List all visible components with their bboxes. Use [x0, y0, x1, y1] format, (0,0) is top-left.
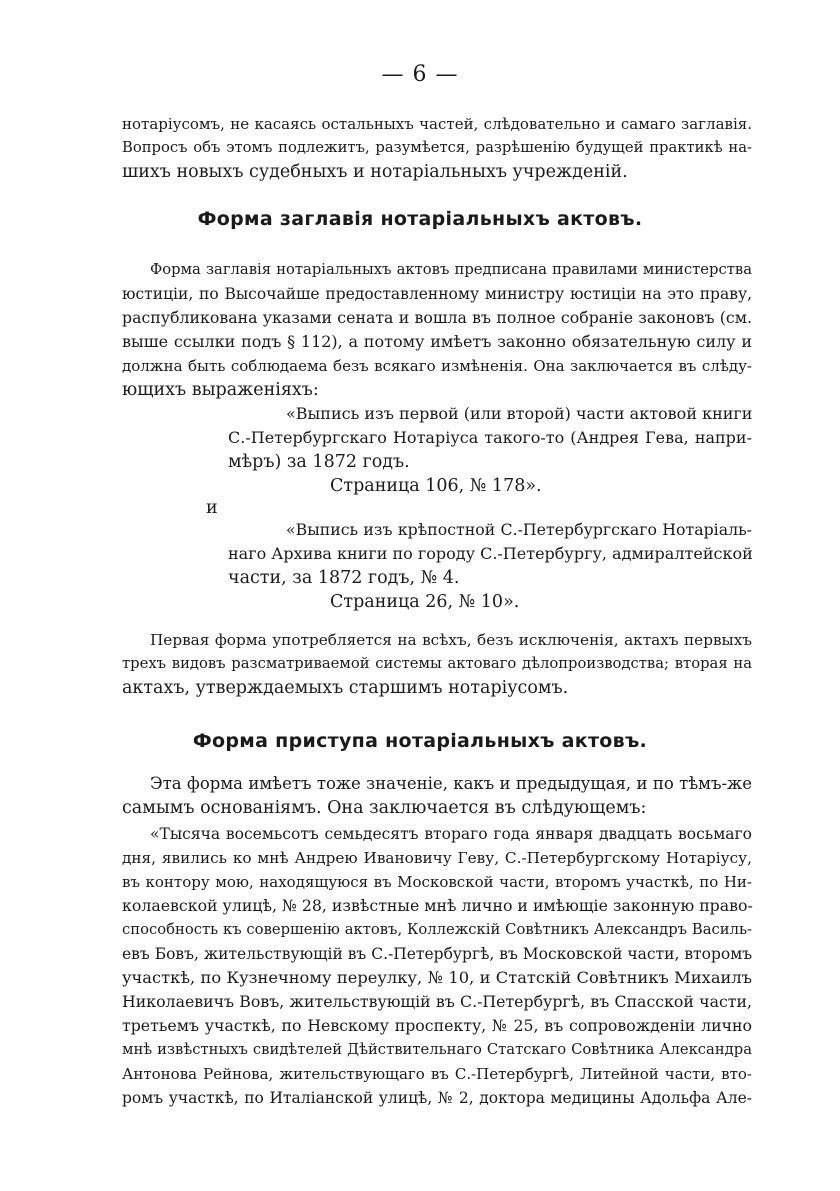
quote-line: «Выпись изъ крѣпостной С.-Петербургскаго Нотаріаль-	[286, 520, 752, 539]
quote-line: дня, явились ко мнѣ Андрею Ивановичу Геву, С.-Петербургскому Нотаріусу,	[122, 849, 752, 867]
text-line: трехъ видовъ разсматриваемой системы актоваго дѣлопроизводства; вторая на	[122, 655, 752, 672]
quote-line: участкѣ, по Кузнечному переулку, № 10, и Статскій Совѣтникъ Михаилъ	[122, 968, 752, 987]
text-line: Эта форма имѣетъ тоже значеніе, какъ и предыдущая, и по тѣмъ-же	[150, 774, 752, 793]
page-reference: Страница 26, № 10».	[330, 592, 520, 612]
quote-line: способность къ совершенію актовъ, Коллежскій Совѣтникъ Александръ Василь-	[122, 921, 752, 938]
quote-line: въ контору мою, находящуюся въ Московской части, второмъ участкѣ, по Ни-	[122, 873, 752, 891]
text-line: выше ссылки подъ § 112), а потому имѣетъ законно обязательную силу и	[122, 332, 752, 351]
page-number: — 6 —	[381, 62, 459, 87]
text-line: распубликована указами сената и вошла въ полное собраніе законовъ (см.	[122, 308, 752, 327]
quote-line: третьемъ участкѣ, по Невскому проспекту, № 25, въ сопровожденіи лично	[122, 1016, 752, 1035]
quote-line: наго Архива книги по городу С.-Петербургу, адмиралтейской	[228, 544, 753, 563]
quote-line: части, за 1872 годъ, № 4.	[228, 568, 460, 588]
quote-line: колаевской улицѣ, № 28, извѣстные мнѣ лично и имѣющіе законную право-	[122, 896, 753, 915]
text-line: нотаріусомъ, не касаясь остальныхъ частей, слѣдовательно и самаго заглавія.	[122, 115, 752, 133]
text-line: шихъ новыхъ судебныхъ и нотаріальныхъ учрежденій.	[122, 162, 628, 182]
text-line: ющихъ выраженіяхъ:	[122, 380, 319, 400]
section-heading-preamble-form: Форма приступа нотаріальныхъ актовъ.	[192, 730, 648, 752]
page-reference: Страница 106, № 178».	[330, 476, 542, 496]
quote-line: Николаевичъ Вовъ, жительствующій въ С.-Петербургѣ, въ Спасской части,	[122, 992, 752, 1011]
text-line: юстиціи, по Высочайше предоставленному министру юстиціи на это праву,	[122, 285, 752, 303]
quote-line: Антонова Рейнова, жительствующаго въ С.-Петербургѣ, Литейной части, вто-	[122, 1065, 752, 1083]
quote-line: евъ Бовъ, жительствующій въ С.-Петербургѣ, въ Московской части, второмъ	[122, 945, 753, 963]
quote-line: ромъ участкѣ, по Италіанской улицѣ, № 2, доктора медицины Адольфа Але-	[122, 1089, 752, 1107]
text-line: должна быть соблюдаема безъ всякаго измѣненія. Она заключается въ слѣду-	[122, 357, 752, 375]
quote-line: С.-Петербургскаго Нотаріуса такого-то (Андрея Гева, напри-	[228, 428, 752, 447]
text-line: Вопросъ объ этомъ подлежитъ, разумѣется, разрѣшенію будущей практикѣ на-	[122, 139, 752, 156]
text-line: Форма заглавія нотаріальныхъ актовъ предписана правилами министерства	[150, 261, 752, 278]
quote-line: мѣръ) за 1872 годъ.	[228, 452, 410, 472]
conjunction: и	[206, 498, 218, 518]
quote-line: «Тысяча восемьсотъ семьдесятъ втораго года января двадцать восьмаго	[150, 825, 752, 843]
quote-line: мнѣ извѣстныхъ свидѣтелей Дѣйствительнаго Статскаго Совѣтника Александра	[122, 1041, 752, 1058]
text-line: самымъ основаніямъ. Она заключается въ слѣдующемъ:	[122, 798, 647, 818]
quote-line: «Выпись изъ первой (или второй) части актовой книги	[286, 404, 753, 423]
text-line: Первая форма употребляется на всѣхъ, безъ исключенія, актахъ первыхъ	[150, 631, 752, 649]
text-line: актахъ, утверждаемыхъ старшимъ нотаріусомъ.	[122, 678, 569, 698]
section-heading-title-form: Форма заглавія нотаріальныхъ актовъ.	[197, 208, 643, 230]
